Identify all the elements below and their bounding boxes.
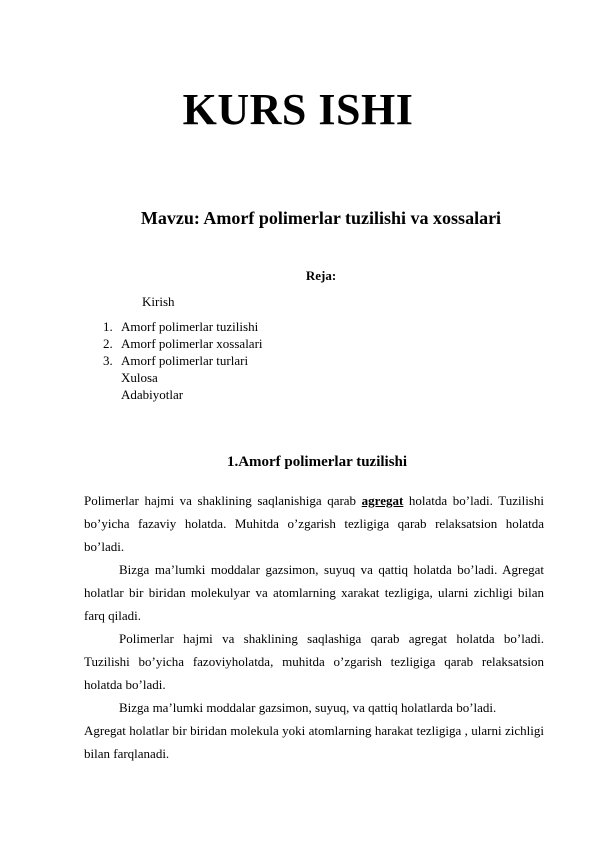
- section-heading: 1.Amorf polimerlar tuzilishi: [226, 454, 408, 470]
- plan-item-number: 2.: [103, 336, 113, 351]
- document-title: KURS ISHI: [182, 85, 414, 134]
- plan-item: [103, 352, 323, 369]
- plan-references: Adabiyotlar: [121, 387, 184, 402]
- plan-item-number: 1.: [103, 319, 113, 334]
- paragraph-text: Polimerlar hajmi va shaklining saqlanishiga qarab: [84, 493, 362, 508]
- plan-item-text: Amorf polimerlar xossalari: [121, 336, 263, 351]
- plan-item-text: Amorf polimerlar tuzilishi: [121, 319, 259, 334]
- plan-item-number: 3.: [103, 353, 113, 368]
- plan-item: [103, 318, 323, 335]
- plan-intro: Kirish: [142, 294, 175, 309]
- paragraph: [84, 489, 544, 558]
- plan-item: [103, 335, 323, 352]
- plan-heading: Reja:: [305, 268, 337, 283]
- body-text: [84, 489, 544, 765]
- plan-item-text: Amorf polimerlar turlari: [121, 353, 249, 368]
- paragraph-text: holatda bo’ladi. Tuzilishi bo’yicha fazaviy holatda. Muhitda o’zgarish tezligiga qarab relaksatsion holatda bo’ladi.: [84, 493, 544, 554]
- plan-conclusion: Xulosa: [121, 370, 158, 385]
- paragraph: Agregat holatlar bir biridan molekula yoki atomlarning harakat tezligiga , ularni zichligi bilan farqlanadi.: [84, 723, 544, 761]
- emphasized-term: agregat: [361, 493, 404, 508]
- paragraph: Polimerlar hajmi va shaklining saqlashiga qarab agregat holatda bo’ladi. Tuzilishi bo’yicha fazoviyholatda, muhitda o’zgarish tezligiga qarab relaksatsion holatda bo’ladi.: [84, 631, 544, 692]
- topic-heading: Mavzu: Amorf polimerlar tuzilishi va xossalari: [140, 208, 502, 228]
- paragraph: Bizga ma’lumki moddalar gazsimon, suyuq, va qattiq holatlarda bo’ladi.: [119, 700, 497, 715]
- paragraph: Bizga ma’lumki moddalar gazsimon, suyuq va qattiq holatda bo’ladi. Agregat holatlar bir biridan molekulyar va atomlarning xarakat tezligiga, ularni zichligi bilan farq qiladi.: [84, 562, 544, 623]
